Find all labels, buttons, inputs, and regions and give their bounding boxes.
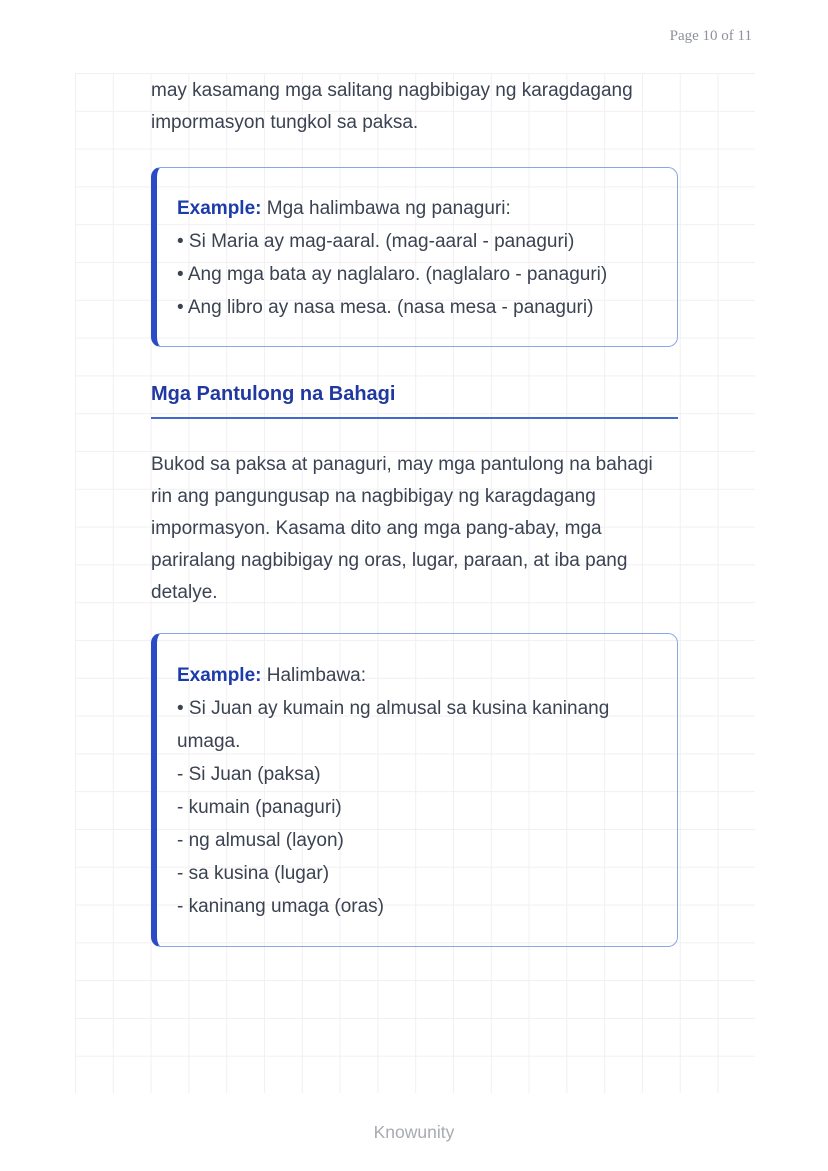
section-heading: Mga Pantulong na Bahagi [151, 382, 678, 419]
example-label: Example: [177, 665, 262, 686]
example-item: - kaninang umaga (oras) [177, 896, 384, 917]
example-item: • Ang libro ay nasa mesa. (nasa mesa - panaguri) [177, 297, 594, 318]
example-label: Example: [177, 198, 262, 219]
example-lead-line [177, 192, 659, 225]
example-item: • Si Juan ay kumain ng almusal sa kusina kaninang umaga. [177, 698, 610, 752]
example-lead-text: Mga halimbawa ng panaguri: [261, 198, 511, 219]
example-lead-text: Halimbawa: [261, 665, 367, 686]
grid-paper-background [75, 73, 755, 1093]
example-item: - Si Juan (paksa) [177, 764, 321, 785]
example-box-pantulong [151, 633, 678, 947]
example-item: - ng almusal (layon) [177, 830, 344, 851]
intro-paragraph: may kasamang mga salitang nagbibigay ng karagdagang impormasyon tungkol sa paksa. [151, 80, 633, 133]
example-box-panaguri [151, 167, 678, 347]
section-paragraph: Bukod sa paksa at panaguri, may mga pantulong na bahagi rin ang pangungusap na nagbibigay ng karagdagang impormasyon. Kasama dito ang mga pang-abay, mga pariralang nagbibigay ng oras, lugar, paraan, at iba pang detalye. [151, 454, 653, 603]
example-item: - kumain (panaguri) [177, 797, 342, 818]
example-lead-line [177, 659, 659, 692]
document-content [75, 73, 755, 947]
footer-brand: Knowunity [373, 1122, 455, 1142]
example-item: • Ang mga bata ay naglalaro. (naglalaro - panaguri) [177, 264, 608, 285]
page-indicator: Page 10 of 11 [669, 28, 752, 44]
example-item: • Si Maria ay mag-aaral. (mag-aaral - panaguri) [177, 231, 575, 252]
example-item: - sa kusina (lugar) [177, 863, 330, 884]
